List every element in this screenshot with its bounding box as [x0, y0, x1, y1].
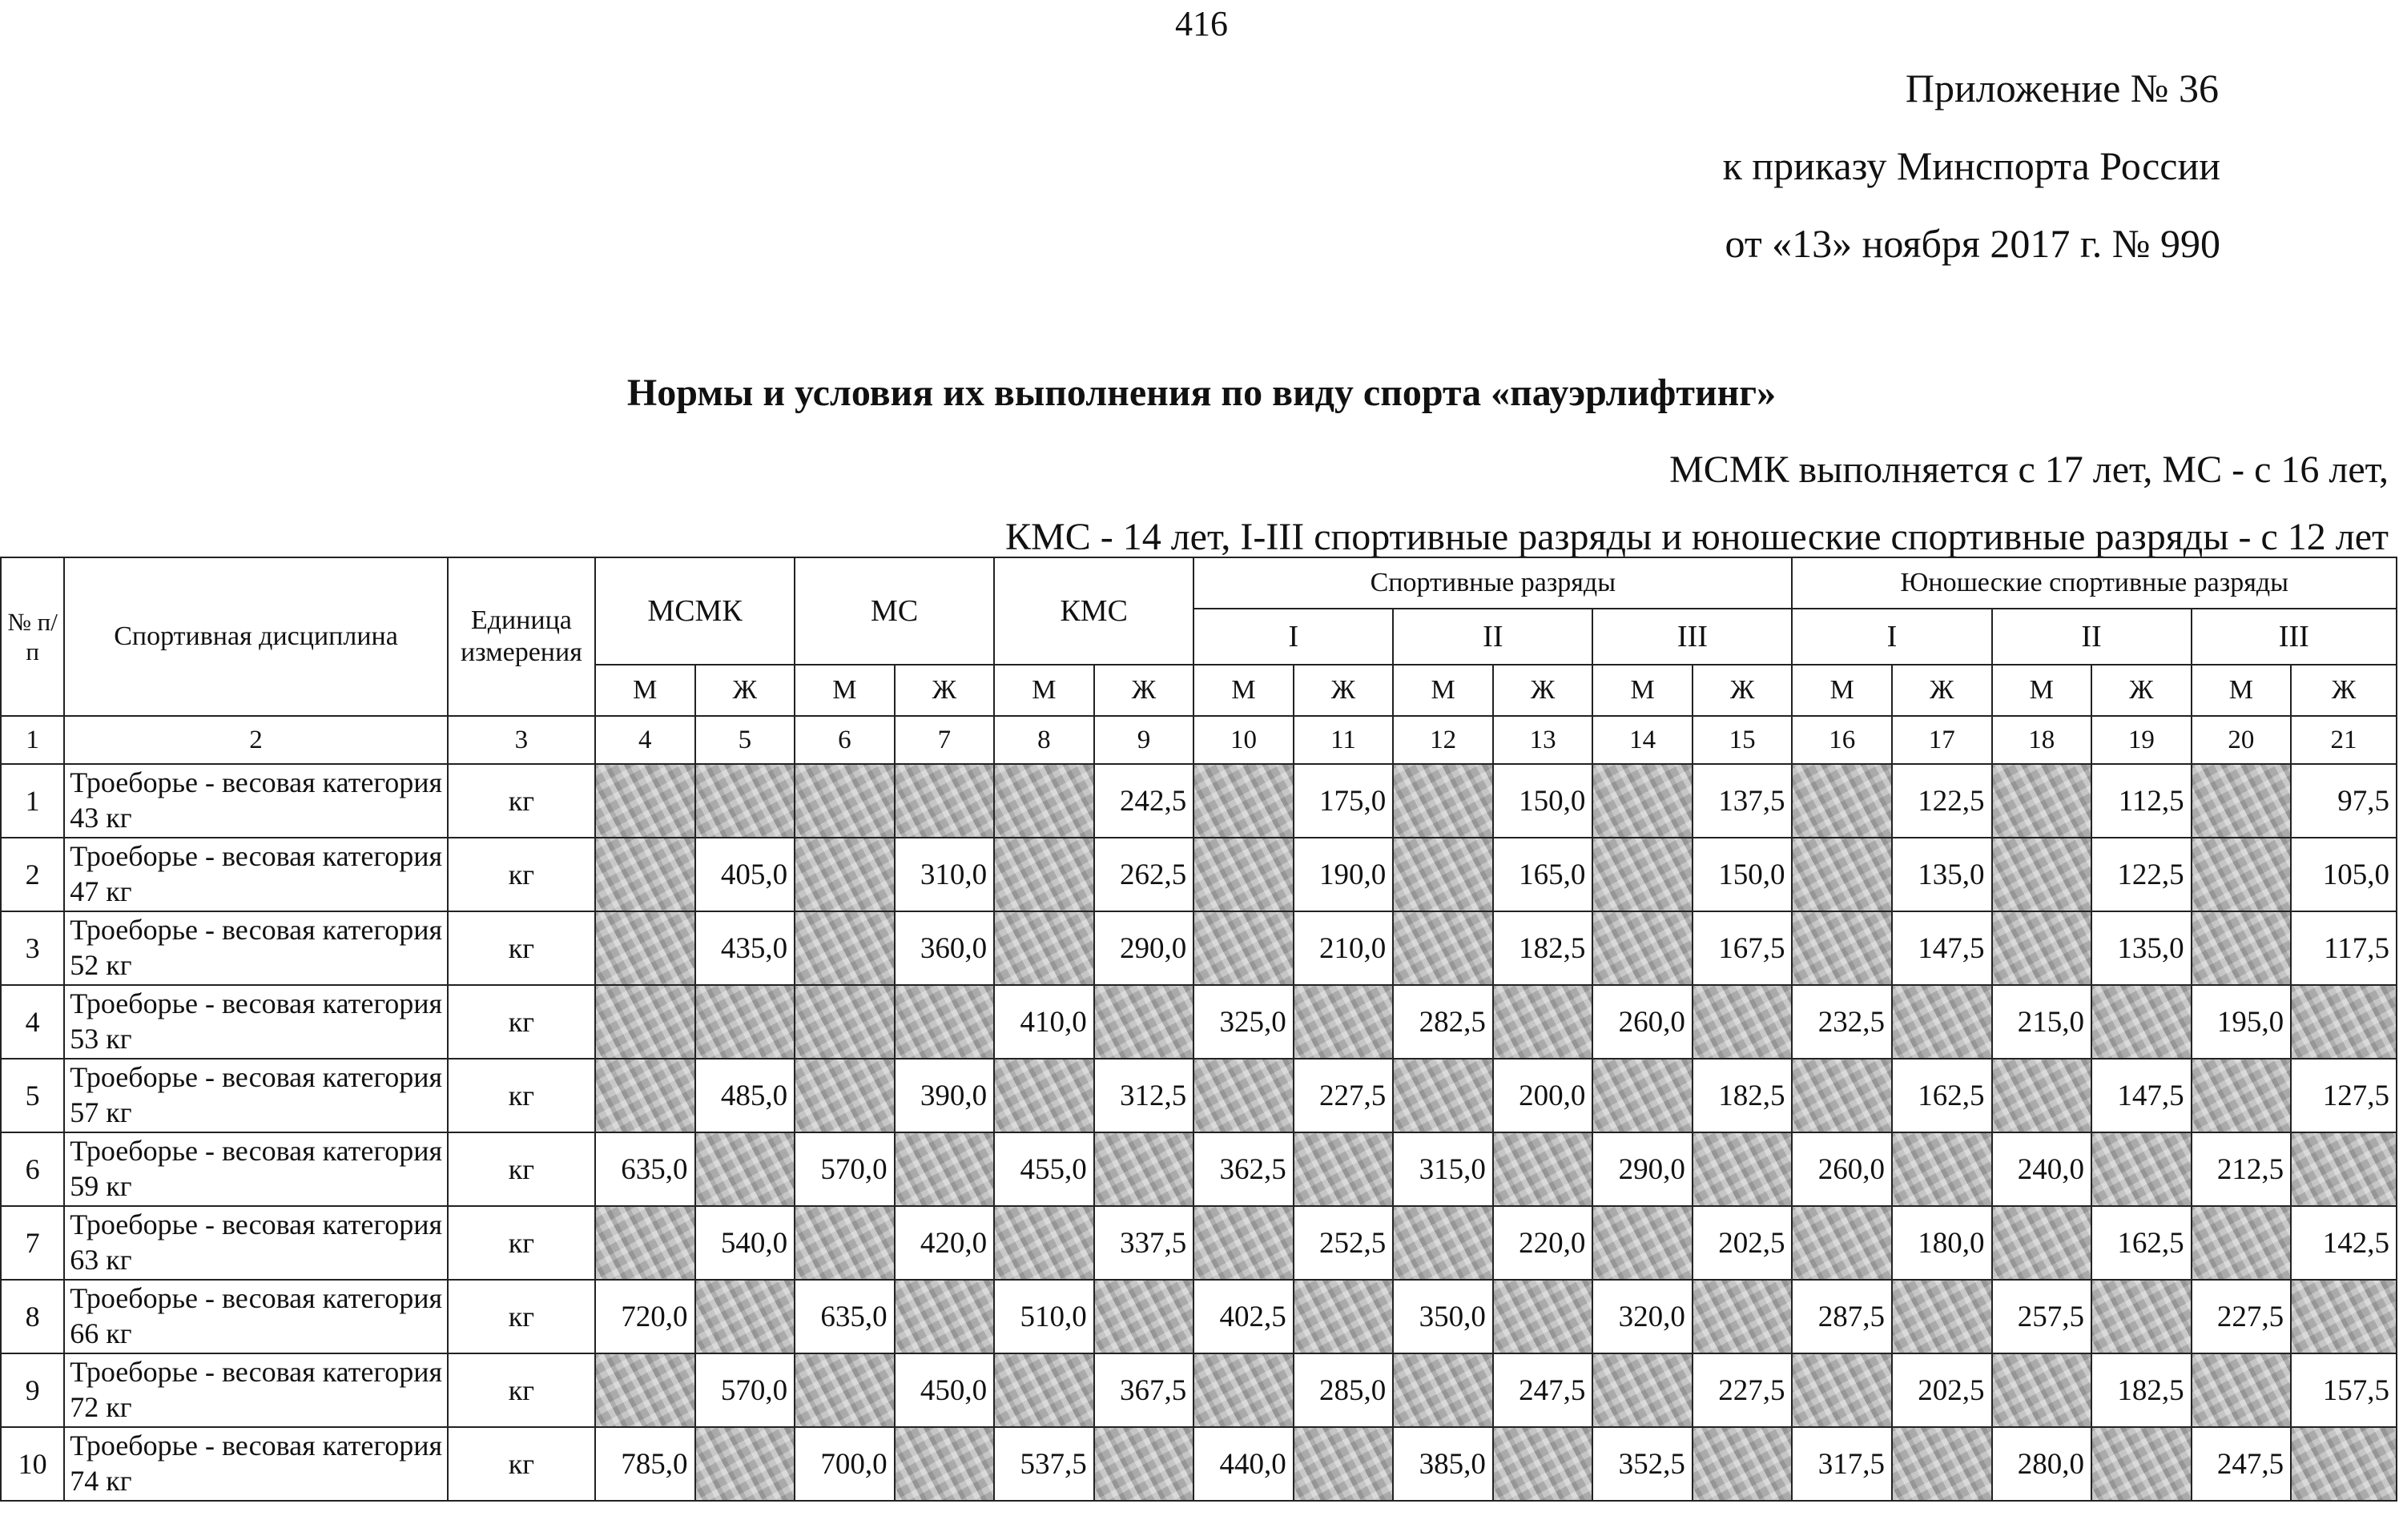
norm-value: 227,5	[1294, 1059, 1394, 1132]
shaded-cell	[795, 764, 895, 838]
shaded-cell	[1393, 838, 1493, 911]
row-number: 5	[1, 1059, 64, 1132]
discipline-name: Троеборье - весовая категория 63 кг	[64, 1206, 448, 1280]
shaded-cell	[795, 1206, 895, 1280]
shaded-cell	[1393, 1206, 1493, 1280]
norm-value: 182,5	[1493, 911, 1593, 985]
norm-value: 402,5	[1193, 1280, 1294, 1353]
header-female: Ж	[2091, 665, 2192, 716]
norm-value: 385,0	[1393, 1427, 1493, 1501]
norm-value: 242,5	[1094, 764, 1194, 838]
discipline-name: Троеборье - весовая категория 66 кг	[64, 1280, 448, 1353]
norm-value: 320,0	[1592, 1280, 1693, 1353]
norm-value: 157,5	[2291, 1353, 2397, 1427]
shaded-cell	[595, 1206, 695, 1280]
norm-value: 142,5	[2291, 1206, 2397, 1280]
shaded-cell	[1992, 1353, 2092, 1427]
header-discipline: Спортивная дисциплина	[64, 557, 448, 716]
table-row	[1, 764, 2397, 838]
norm-value: 350,0	[1393, 1280, 1493, 1353]
unit: кг	[448, 1059, 595, 1132]
column-number: 18	[1992, 716, 2092, 764]
discipline-name: Троеборье - весовая категория 72 кг	[64, 1353, 448, 1427]
norm-value: 312,5	[1094, 1059, 1194, 1132]
header-kms: КМС	[994, 557, 1193, 665]
shaded-cell	[1992, 838, 2092, 911]
header-sport-rank-iii: III	[1592, 609, 1792, 665]
shaded-cell	[2291, 1280, 2397, 1353]
table-row	[1, 1427, 2397, 1501]
shaded-cell	[1792, 838, 1892, 911]
norm-value: 290,0	[1094, 911, 1194, 985]
shaded-cell	[1193, 1059, 1294, 1132]
shaded-cell	[1592, 911, 1693, 985]
header-youth-rank-i: I	[1792, 609, 1991, 665]
header-ms: МС	[795, 557, 994, 665]
shaded-cell	[695, 764, 795, 838]
header-male: М	[1193, 665, 1294, 716]
header-female: Ж	[2291, 665, 2397, 716]
shaded-cell	[2291, 1427, 2397, 1501]
norm-value: 220,0	[1493, 1206, 1593, 1280]
column-number: 15	[1693, 716, 1793, 764]
shaded-cell	[795, 985, 895, 1059]
norm-value: 190,0	[1294, 838, 1394, 911]
shaded-cell	[795, 838, 895, 911]
shaded-cell	[1992, 1059, 2092, 1132]
header-sport-rank-i: I	[1193, 609, 1393, 665]
column-number: 21	[2291, 716, 2397, 764]
shaded-cell	[994, 838, 1094, 911]
shaded-cell	[1393, 1059, 1493, 1132]
header-num: № п/п	[1, 557, 64, 716]
norm-value: 182,5	[2091, 1353, 2192, 1427]
column-number: 9	[1094, 716, 1194, 764]
shaded-cell	[695, 1280, 795, 1353]
discipline-name: Троеборье - весовая категория 43 кг	[64, 764, 448, 838]
norm-value: 200,0	[1493, 1059, 1593, 1132]
table-row	[1, 1280, 2397, 1353]
norm-value: 97,5	[2291, 764, 2397, 838]
column-number: 8	[994, 716, 1094, 764]
norm-value: 510,0	[994, 1280, 1094, 1353]
norm-value: 202,5	[1693, 1206, 1793, 1280]
shaded-cell	[1193, 838, 1294, 911]
column-number: 14	[1592, 716, 1693, 764]
shaded-cell	[695, 1132, 795, 1206]
shaded-cell	[695, 985, 795, 1059]
shaded-cell	[1892, 1280, 1992, 1353]
row-number: 6	[1, 1132, 64, 1206]
header-youth-rank-iii: III	[2192, 609, 2397, 665]
discipline-name: Троеборье - весовая категория 57 кг	[64, 1059, 448, 1132]
shaded-cell	[795, 1059, 895, 1132]
header-female: Ж	[1892, 665, 1992, 716]
shaded-cell	[595, 911, 695, 985]
header-sport-rank-ii: II	[1393, 609, 1592, 665]
shaded-cell	[1693, 1280, 1793, 1353]
column-number: 11	[1294, 716, 1394, 764]
header-male: М	[1792, 665, 1892, 716]
header-female: Ж	[1493, 665, 1593, 716]
shaded-cell	[1792, 911, 1892, 985]
discipline-name: Троеборье - весовая категория 53 кг	[64, 985, 448, 1059]
shaded-cell	[1294, 1280, 1394, 1353]
norm-value: 362,5	[1193, 1132, 1294, 1206]
norm-value: 360,0	[895, 911, 995, 985]
norm-value: 150,0	[1693, 838, 1793, 911]
shaded-cell	[595, 985, 695, 1059]
shaded-cell	[2192, 1059, 2292, 1132]
shaded-cell	[1792, 764, 1892, 838]
shaded-cell	[2091, 1427, 2192, 1501]
shaded-cell	[2192, 1353, 2292, 1427]
header-male: М	[795, 665, 895, 716]
norm-value: 367,5	[1094, 1353, 1194, 1427]
shaded-cell	[2091, 1280, 2192, 1353]
table-row	[1, 1132, 2397, 1206]
norm-value: 135,0	[2091, 911, 2192, 985]
norm-value: 232,5	[1792, 985, 1892, 1059]
column-number: 5	[695, 716, 795, 764]
header-female: Ж	[695, 665, 795, 716]
row-number: 1	[1, 764, 64, 838]
norm-value: 325,0	[1193, 985, 1294, 1059]
shaded-cell	[2291, 1132, 2397, 1206]
shaded-cell	[895, 1427, 995, 1501]
norm-value: 317,5	[1792, 1427, 1892, 1501]
shaded-cell	[1193, 911, 1294, 985]
shaded-cell	[1094, 1427, 1194, 1501]
norm-value: 210,0	[1294, 911, 1394, 985]
age-notes	[1005, 436, 2389, 571]
norm-value: 150,0	[1493, 764, 1593, 838]
shaded-cell	[1393, 911, 1493, 985]
table-row	[1, 911, 2397, 985]
norm-value: 147,5	[1892, 911, 1992, 985]
shaded-cell	[895, 1132, 995, 1206]
norm-value: 337,5	[1094, 1206, 1194, 1280]
shaded-cell	[1393, 1353, 1493, 1427]
norm-value: 405,0	[695, 838, 795, 911]
shaded-cell	[2192, 1206, 2292, 1280]
norm-value: 215,0	[1992, 985, 2092, 1059]
shaded-cell	[1792, 1353, 1892, 1427]
norm-value: 122,5	[2091, 838, 2192, 911]
shaded-cell	[795, 1353, 895, 1427]
unit: кг	[448, 764, 595, 838]
header-sport-ranks: Спортивные разряды	[1193, 557, 1792, 609]
row-number: 10	[1, 1427, 64, 1501]
norm-value: 212,5	[2192, 1132, 2292, 1206]
norm-value: 280,0	[1992, 1427, 2092, 1501]
norm-value: 700,0	[795, 1427, 895, 1501]
column-number: 3	[448, 716, 595, 764]
norm-value: 227,5	[1693, 1353, 1793, 1427]
age-note-line-1: МСМК выполняется с 17 лет, МС - с 16 лет,	[1669, 448, 2389, 491]
header-female: Ж	[895, 665, 995, 716]
table-row	[1, 838, 2397, 911]
shaded-cell	[595, 1353, 695, 1427]
shaded-cell	[1792, 1206, 1892, 1280]
row-number: 4	[1, 985, 64, 1059]
norm-value: 227,5	[2192, 1280, 2292, 1353]
column-number: 20	[2192, 716, 2292, 764]
norm-value: 435,0	[695, 911, 795, 985]
shaded-cell	[1493, 1427, 1593, 1501]
norm-value: 162,5	[1892, 1059, 1992, 1132]
shaded-cell	[595, 838, 695, 911]
norm-value: 352,5	[1592, 1427, 1693, 1501]
shaded-cell	[2091, 985, 2192, 1059]
norm-value: 282,5	[1393, 985, 1493, 1059]
column-number: 17	[1892, 716, 1992, 764]
shaded-cell	[994, 1353, 1094, 1427]
norm-value: 420,0	[895, 1206, 995, 1280]
document-title: Нормы и условия их выполнения по виду спорта «пауэрлифтинг»	[626, 372, 1777, 414]
shaded-cell	[1193, 764, 1294, 838]
table-row	[1, 985, 2397, 1059]
norm-value: 127,5	[2291, 1059, 2397, 1132]
norm-value: 390,0	[895, 1059, 995, 1132]
shaded-cell	[1094, 1280, 1194, 1353]
shaded-cell	[1892, 985, 1992, 1059]
norm-value: 257,5	[1992, 1280, 2092, 1353]
header-female: Ж	[1094, 665, 1194, 716]
norm-value: 112,5	[2091, 764, 2192, 838]
shaded-cell	[2192, 911, 2292, 985]
appendix-reference	[1723, 50, 2220, 283]
shaded-cell	[994, 911, 1094, 985]
norm-value: 287,5	[1792, 1280, 1892, 1353]
norm-value: 202,5	[1892, 1353, 1992, 1427]
norm-value: 240,0	[1992, 1132, 2092, 1206]
row-number: 3	[1, 911, 64, 985]
norm-value: 247,5	[1493, 1353, 1593, 1427]
norm-value: 455,0	[994, 1132, 1094, 1206]
norm-value: 635,0	[595, 1132, 695, 1206]
shaded-cell	[1592, 838, 1693, 911]
norms-table	[0, 557, 2397, 1502]
column-number: 7	[895, 716, 995, 764]
shaded-cell	[595, 1059, 695, 1132]
column-number: 6	[795, 716, 895, 764]
norm-value: 570,0	[695, 1353, 795, 1427]
shaded-cell	[994, 1206, 1094, 1280]
shaded-cell	[595, 764, 695, 838]
norm-value: 315,0	[1393, 1132, 1493, 1206]
norm-value: 485,0	[695, 1059, 795, 1132]
shaded-cell	[1592, 764, 1693, 838]
unit: кг	[448, 985, 595, 1059]
column-number: 12	[1393, 716, 1493, 764]
discipline-name: Троеборье - весовая категория 47 кг	[64, 838, 448, 911]
unit: кг	[448, 1427, 595, 1501]
row-number: 9	[1, 1353, 64, 1427]
header-unit: Единица измерения	[448, 557, 595, 716]
appendix-line-3: от «13» ноября 2017 г. № 990	[1725, 221, 2220, 266]
shaded-cell	[994, 1059, 1094, 1132]
norm-value: 262,5	[1094, 838, 1194, 911]
table-row	[1, 1206, 2397, 1280]
norm-value: 180,0	[1892, 1206, 1992, 1280]
shaded-cell	[895, 764, 995, 838]
appendix-line-1: Приложение № 36	[1905, 66, 2219, 111]
norm-value: 105,0	[2291, 838, 2397, 911]
shaded-cell	[1693, 1427, 1793, 1501]
norm-value: 540,0	[695, 1206, 795, 1280]
shaded-cell	[795, 911, 895, 985]
norm-value: 285,0	[1294, 1353, 1394, 1427]
shaded-cell	[1592, 1206, 1693, 1280]
shaded-cell	[1193, 1206, 1294, 1280]
row-number: 2	[1, 838, 64, 911]
norm-value: 175,0	[1294, 764, 1394, 838]
header-male: М	[2192, 665, 2292, 716]
unit: кг	[448, 1353, 595, 1427]
norm-value: 182,5	[1693, 1059, 1793, 1132]
column-number: 2	[64, 716, 448, 764]
norm-value: 290,0	[1592, 1132, 1693, 1206]
shaded-cell	[1294, 1427, 1394, 1501]
norm-value: 310,0	[895, 838, 995, 911]
column-number: 16	[1792, 716, 1892, 764]
column-number: 10	[1193, 716, 1294, 764]
shaded-cell	[1294, 1132, 1394, 1206]
row-number: 8	[1, 1280, 64, 1353]
norm-value: 635,0	[795, 1280, 895, 1353]
appendix-line-2: к приказу Минспорта России	[1722, 143, 2220, 188]
header-female: Ж	[1693, 665, 1793, 716]
shaded-cell	[1094, 985, 1194, 1059]
table-row	[1, 1353, 2397, 1427]
norm-value: 450,0	[895, 1353, 995, 1427]
norm-value: 195,0	[2192, 985, 2292, 1059]
column-number: 19	[2091, 716, 2192, 764]
norm-value: 117,5	[2291, 911, 2397, 985]
shaded-cell	[1493, 1280, 1593, 1353]
shaded-cell	[994, 764, 1094, 838]
shaded-cell	[1693, 985, 1793, 1059]
column-number-row	[1, 716, 2397, 764]
shaded-cell	[1892, 1427, 1992, 1501]
shaded-cell	[1393, 764, 1493, 838]
shaded-cell	[1992, 1206, 2092, 1280]
norm-value: 260,0	[1792, 1132, 1892, 1206]
unit: кг	[448, 1206, 595, 1280]
shaded-cell	[2192, 764, 2292, 838]
norm-value: 247,5	[2192, 1427, 2292, 1501]
norm-value: 167,5	[1693, 911, 1793, 985]
norm-value: 570,0	[795, 1132, 895, 1206]
shaded-cell	[1294, 985, 1394, 1059]
column-number: 13	[1493, 716, 1593, 764]
discipline-name: Троеборье - весовая категория 52 кг	[64, 911, 448, 985]
column-number: 4	[595, 716, 695, 764]
unit: кг	[448, 1280, 595, 1353]
norm-value: 785,0	[595, 1427, 695, 1501]
norm-value: 252,5	[1294, 1206, 1394, 1280]
norm-value: 162,5	[2091, 1206, 2192, 1280]
shaded-cell	[2291, 985, 2397, 1059]
header-male: М	[1592, 665, 1693, 716]
header-male: М	[595, 665, 695, 716]
shaded-cell	[2091, 1132, 2192, 1206]
header-male: М	[1393, 665, 1493, 716]
age-note-line-2: КМС - 14 лет, I-III спортивные разряды и юношеские спортивные разряды - с 12 лет	[1005, 516, 2389, 558]
header-youth-rank-ii: II	[1992, 609, 2192, 665]
norm-value: 440,0	[1193, 1427, 1294, 1501]
norm-value: 260,0	[1592, 985, 1693, 1059]
page-number: 416	[1175, 4, 1228, 43]
norm-value: 165,0	[1493, 838, 1593, 911]
norm-value: 137,5	[1693, 764, 1793, 838]
norm-value: 410,0	[994, 985, 1094, 1059]
shaded-cell	[1493, 1132, 1593, 1206]
shaded-cell	[1992, 764, 2092, 838]
discipline-name: Троеборье - весовая категория 59 кг	[64, 1132, 448, 1206]
shaded-cell	[1693, 1132, 1793, 1206]
shaded-cell	[1493, 985, 1593, 1059]
unit: кг	[448, 838, 595, 911]
column-number: 1	[1, 716, 64, 764]
norm-value: 537,5	[994, 1427, 1094, 1501]
unit: кг	[448, 911, 595, 985]
header-msmk: МСМК	[595, 557, 795, 665]
shaded-cell	[895, 1280, 995, 1353]
unit: кг	[448, 1132, 595, 1206]
shaded-cell	[2192, 838, 2292, 911]
shaded-cell	[1592, 1059, 1693, 1132]
shaded-cell	[895, 985, 995, 1059]
shaded-cell	[1193, 1353, 1294, 1427]
shaded-cell	[1792, 1059, 1892, 1132]
table-row	[1, 1059, 2397, 1132]
norm-value: 147,5	[2091, 1059, 2192, 1132]
header-male: М	[994, 665, 1094, 716]
header-youth-ranks: Юношеские спортивные разряды	[1792, 557, 2397, 609]
norm-value: 135,0	[1892, 838, 1992, 911]
discipline-name: Троеборье - весовая категория 74 кг	[64, 1427, 448, 1501]
row-number: 7	[1, 1206, 64, 1280]
norm-value: 720,0	[595, 1280, 695, 1353]
shaded-cell	[1592, 1353, 1693, 1427]
shaded-cell	[695, 1427, 795, 1501]
header-male: М	[1992, 665, 2092, 716]
shaded-cell	[1892, 1132, 1992, 1206]
header-female: Ж	[1294, 665, 1394, 716]
shaded-cell	[1992, 911, 2092, 985]
shaded-cell	[1094, 1132, 1194, 1206]
norm-value: 122,5	[1892, 764, 1992, 838]
